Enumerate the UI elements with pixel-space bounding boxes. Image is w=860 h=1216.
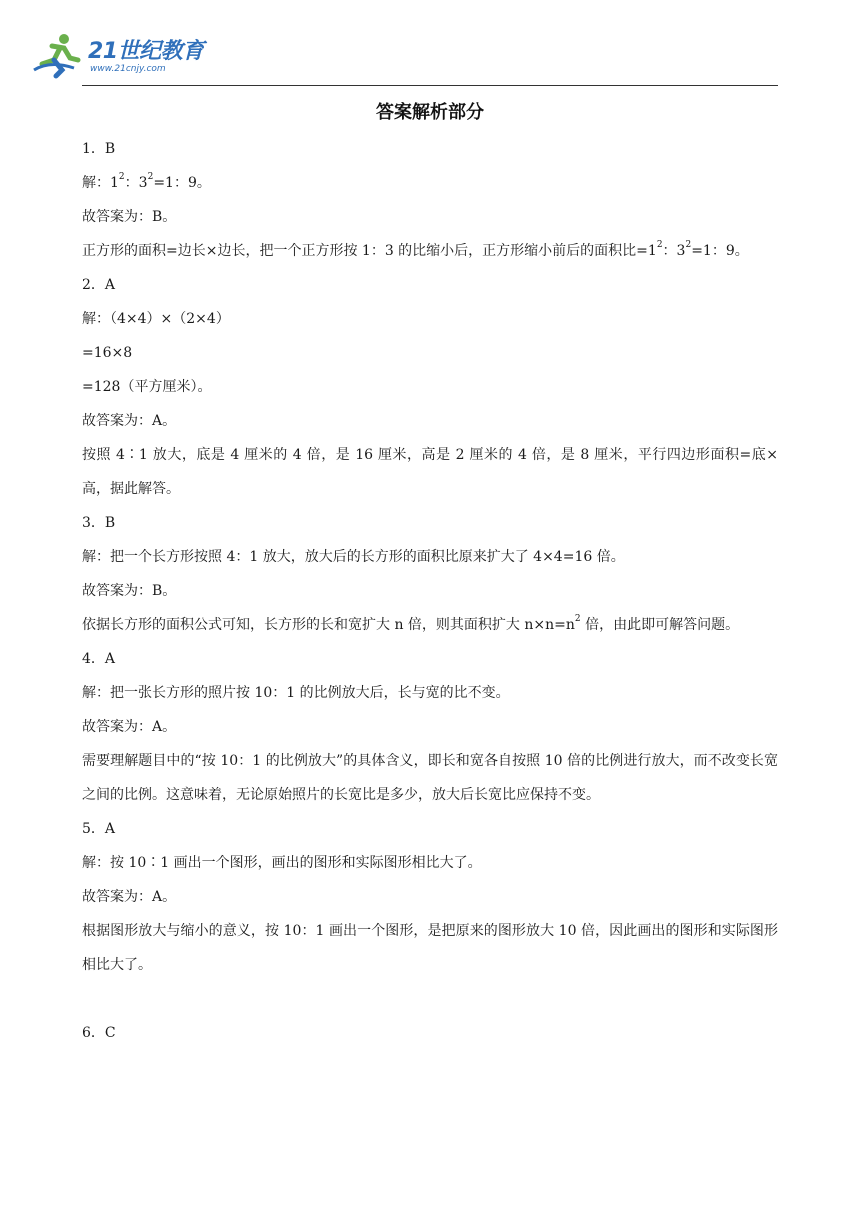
answer-item-5 xyxy=(82,812,778,982)
site-logo xyxy=(30,30,204,80)
answer-list xyxy=(82,132,778,1050)
answer-solution: 解：把一张长方形的照片按 10：1 的比例放大后，长与宽的比不变。 xyxy=(82,685,510,701)
answer-head: 5．A xyxy=(82,821,116,837)
answer-solution: 解：$1^2$：$3^2=1$：9。 xyxy=(82,172,211,191)
answer-result: 故答案为：A。 xyxy=(82,889,177,905)
answer-item-4 xyxy=(82,642,778,812)
logo-url: www.21cnjy.com xyxy=(90,64,166,74)
answer-explanation: 需要理解题目中的“按 10：1 的比例放大”的具体含义，即长和宽各自按照 10 倍的比例进行放大，而不改变长宽之间的比例。这意味着，无论原始照片的长宽比是多少，放大后长宽比应保持不变。 xyxy=(82,753,778,803)
spacer xyxy=(82,982,778,1016)
answer-solution: 解：按 10∶1 画出一个图形，画出的图形和实际图形相比大了。 xyxy=(82,855,482,871)
answer-step: =16×8 xyxy=(82,345,133,361)
logo-text: 21世纪教育 xyxy=(88,39,204,64)
answer-explanation: 正方形的面积=边长×边长，把一个正方形按 1：3 的比缩小后，正方形缩小前后的面积比$=1^2$：$3^2=1$：9。 xyxy=(82,240,749,259)
answer-result: 故答案为：A。 xyxy=(82,719,177,735)
answer-result: 故答案为：B。 xyxy=(82,583,177,599)
answer-step: 解：（4×4）×（2×4） xyxy=(82,311,230,327)
answer-explanation: 依据长方形的面积公式可知，长方形的长和宽扩大 n 倍，则其面积扩大 $n\times n=n^2$ 倍，由此即可解答问题。 xyxy=(82,614,740,633)
running-figure-icon xyxy=(30,30,86,80)
answer-head: 3．B xyxy=(82,515,116,531)
answer-result: 故答案为：B。 xyxy=(82,209,177,225)
answer-item-3 xyxy=(82,506,778,642)
answer-explanation: 按照 4∶1 放大，底是 4 厘米的 4 倍，是 16 厘米，高是 2 厘米的 4 倍，是 8 厘米，平行四边形面积=底×高，据此解答。 xyxy=(82,447,778,497)
answer-step: =128（平方厘米）。 xyxy=(82,379,212,395)
answer-head: 6．C xyxy=(82,1025,116,1041)
answer-item-6 xyxy=(82,1016,778,1050)
answer-head: 4．A xyxy=(82,651,116,667)
page-title: 答案解析部分 xyxy=(376,102,484,123)
answer-result: 故答案为：A。 xyxy=(82,413,177,429)
answer-explanation: 根据图形放大与缩小的意义，按 10：1 画出一个图形，是把原来的图形放大 10 倍，因此画出的图形和实际图形相比大了。 xyxy=(82,923,778,973)
header-divider xyxy=(82,85,778,86)
answer-head: 2．A xyxy=(82,277,116,293)
answer-item-1 xyxy=(82,132,778,268)
answer-head: 1．B xyxy=(82,141,116,157)
answer-item-2 xyxy=(82,268,778,506)
answer-solution: 解：把一个长方形按照 4：1 放大，放大后的长方形的面积比原来扩大了 4×4=16 倍。 xyxy=(82,549,625,565)
